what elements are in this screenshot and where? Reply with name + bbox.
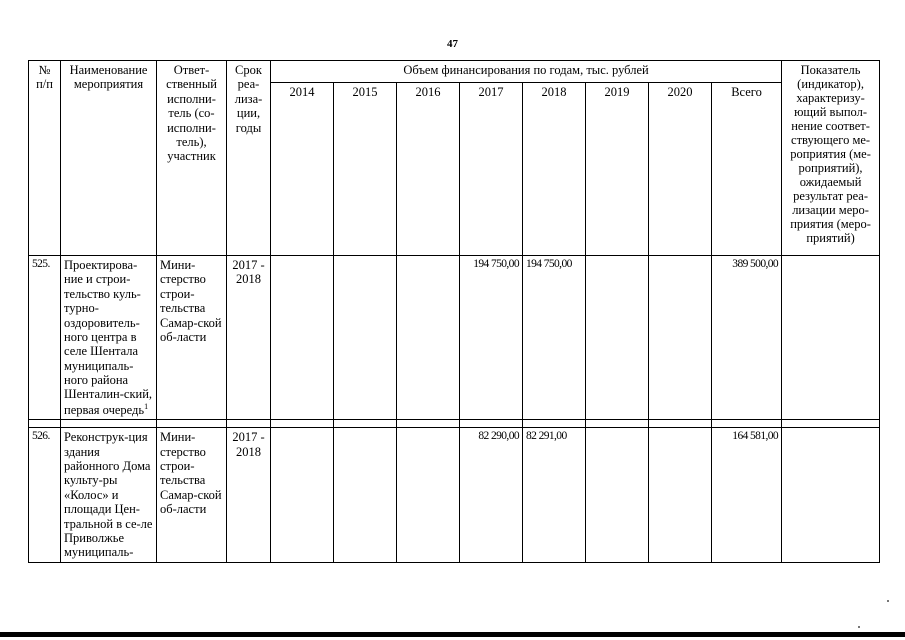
row-value-total: 164 581,00 — [712, 428, 782, 562]
header-year-2018: 2018 — [523, 83, 586, 256]
header-year-2015: 2015 — [334, 83, 397, 256]
row-value-2020 — [649, 428, 712, 562]
header-year-2014: 2014 — [271, 83, 334, 256]
row-indicator — [782, 428, 880, 562]
row-value-total: 389 500,00 — [712, 256, 782, 420]
row-term: 2017 - 2018 — [227, 428, 271, 562]
header-responsible: Ответ-ственный исполни-тель (со-исполни-тель), участник — [157, 61, 227, 256]
table-row — [29, 256, 880, 420]
header-event-name: Наименование мероприятия — [61, 61, 157, 256]
bottom-rule — [0, 632, 905, 637]
row-number: 525. — [29, 256, 61, 420]
header-year-2016: 2016 — [397, 83, 460, 256]
row-number: 526. — [29, 428, 61, 562]
row-value-2020 — [649, 256, 712, 420]
row-event-name: Реконструк-ция здания районного Дома культу-ры «Колос» и площади Цен-тральной в се-ле Приволжье муниципаль- — [61, 428, 157, 562]
row-responsible: Мини-стерство строи-тельства Самар-ской об-ласти — [157, 428, 227, 562]
row-value-2015 — [334, 256, 397, 420]
page-number: 47 — [447, 38, 458, 50]
scan-speck — [858, 626, 860, 628]
header-funding: Объем финансирования по годам, тыс. рублей — [271, 61, 782, 83]
row-value-2016 — [397, 428, 460, 562]
row-indicator — [782, 256, 880, 420]
row-value-2018: 194 750,00 — [523, 256, 586, 420]
header-year-2019: 2019 — [586, 83, 649, 256]
row-spacer — [29, 420, 880, 428]
header-year-2020: 2020 — [649, 83, 712, 256]
row-value-2016 — [397, 256, 460, 420]
financing-table — [28, 60, 880, 563]
row-value-2018: 82 291,00 — [523, 428, 586, 562]
header-indicator: Показатель (индикатор), характеризу-ющий выпол-нение соответ-ствующего ме-роприятия (ме-роприятий), ожидаемый результат реа-лизации меро-приятия (меро-приятий) — [782, 61, 880, 256]
row-value-2014 — [271, 256, 334, 420]
row-value-2014 — [271, 428, 334, 562]
row-event-name: Проектирова-ние и строи-тельство куль-турно-оздоровитель-ного центра в селе Шентала муниципаль-ного района Шенталин-ский, первая очередь$^1$ — [61, 256, 157, 420]
row-value-2017: 82 290,00 — [460, 428, 523, 562]
scan-speck — [887, 600, 889, 602]
row-value-2017: 194 750,00 — [460, 256, 523, 420]
table-row — [29, 428, 880, 562]
row-value-2019 — [586, 428, 649, 562]
header-term: Срок реа-лиза-ции, годы — [227, 61, 271, 256]
header-year-2017: 2017 — [460, 83, 523, 256]
row-value-2015 — [334, 428, 397, 562]
row-term: 2017 - 2018 — [227, 256, 271, 420]
footnote-mark: 1 — [144, 401, 149, 411]
header-number: № п/п — [29, 61, 61, 256]
header-total: Всего — [712, 83, 782, 256]
row-responsible: Мини-стерство строи-тельства Самар-ской об-ласти — [157, 256, 227, 420]
row-value-2019 — [586, 256, 649, 420]
